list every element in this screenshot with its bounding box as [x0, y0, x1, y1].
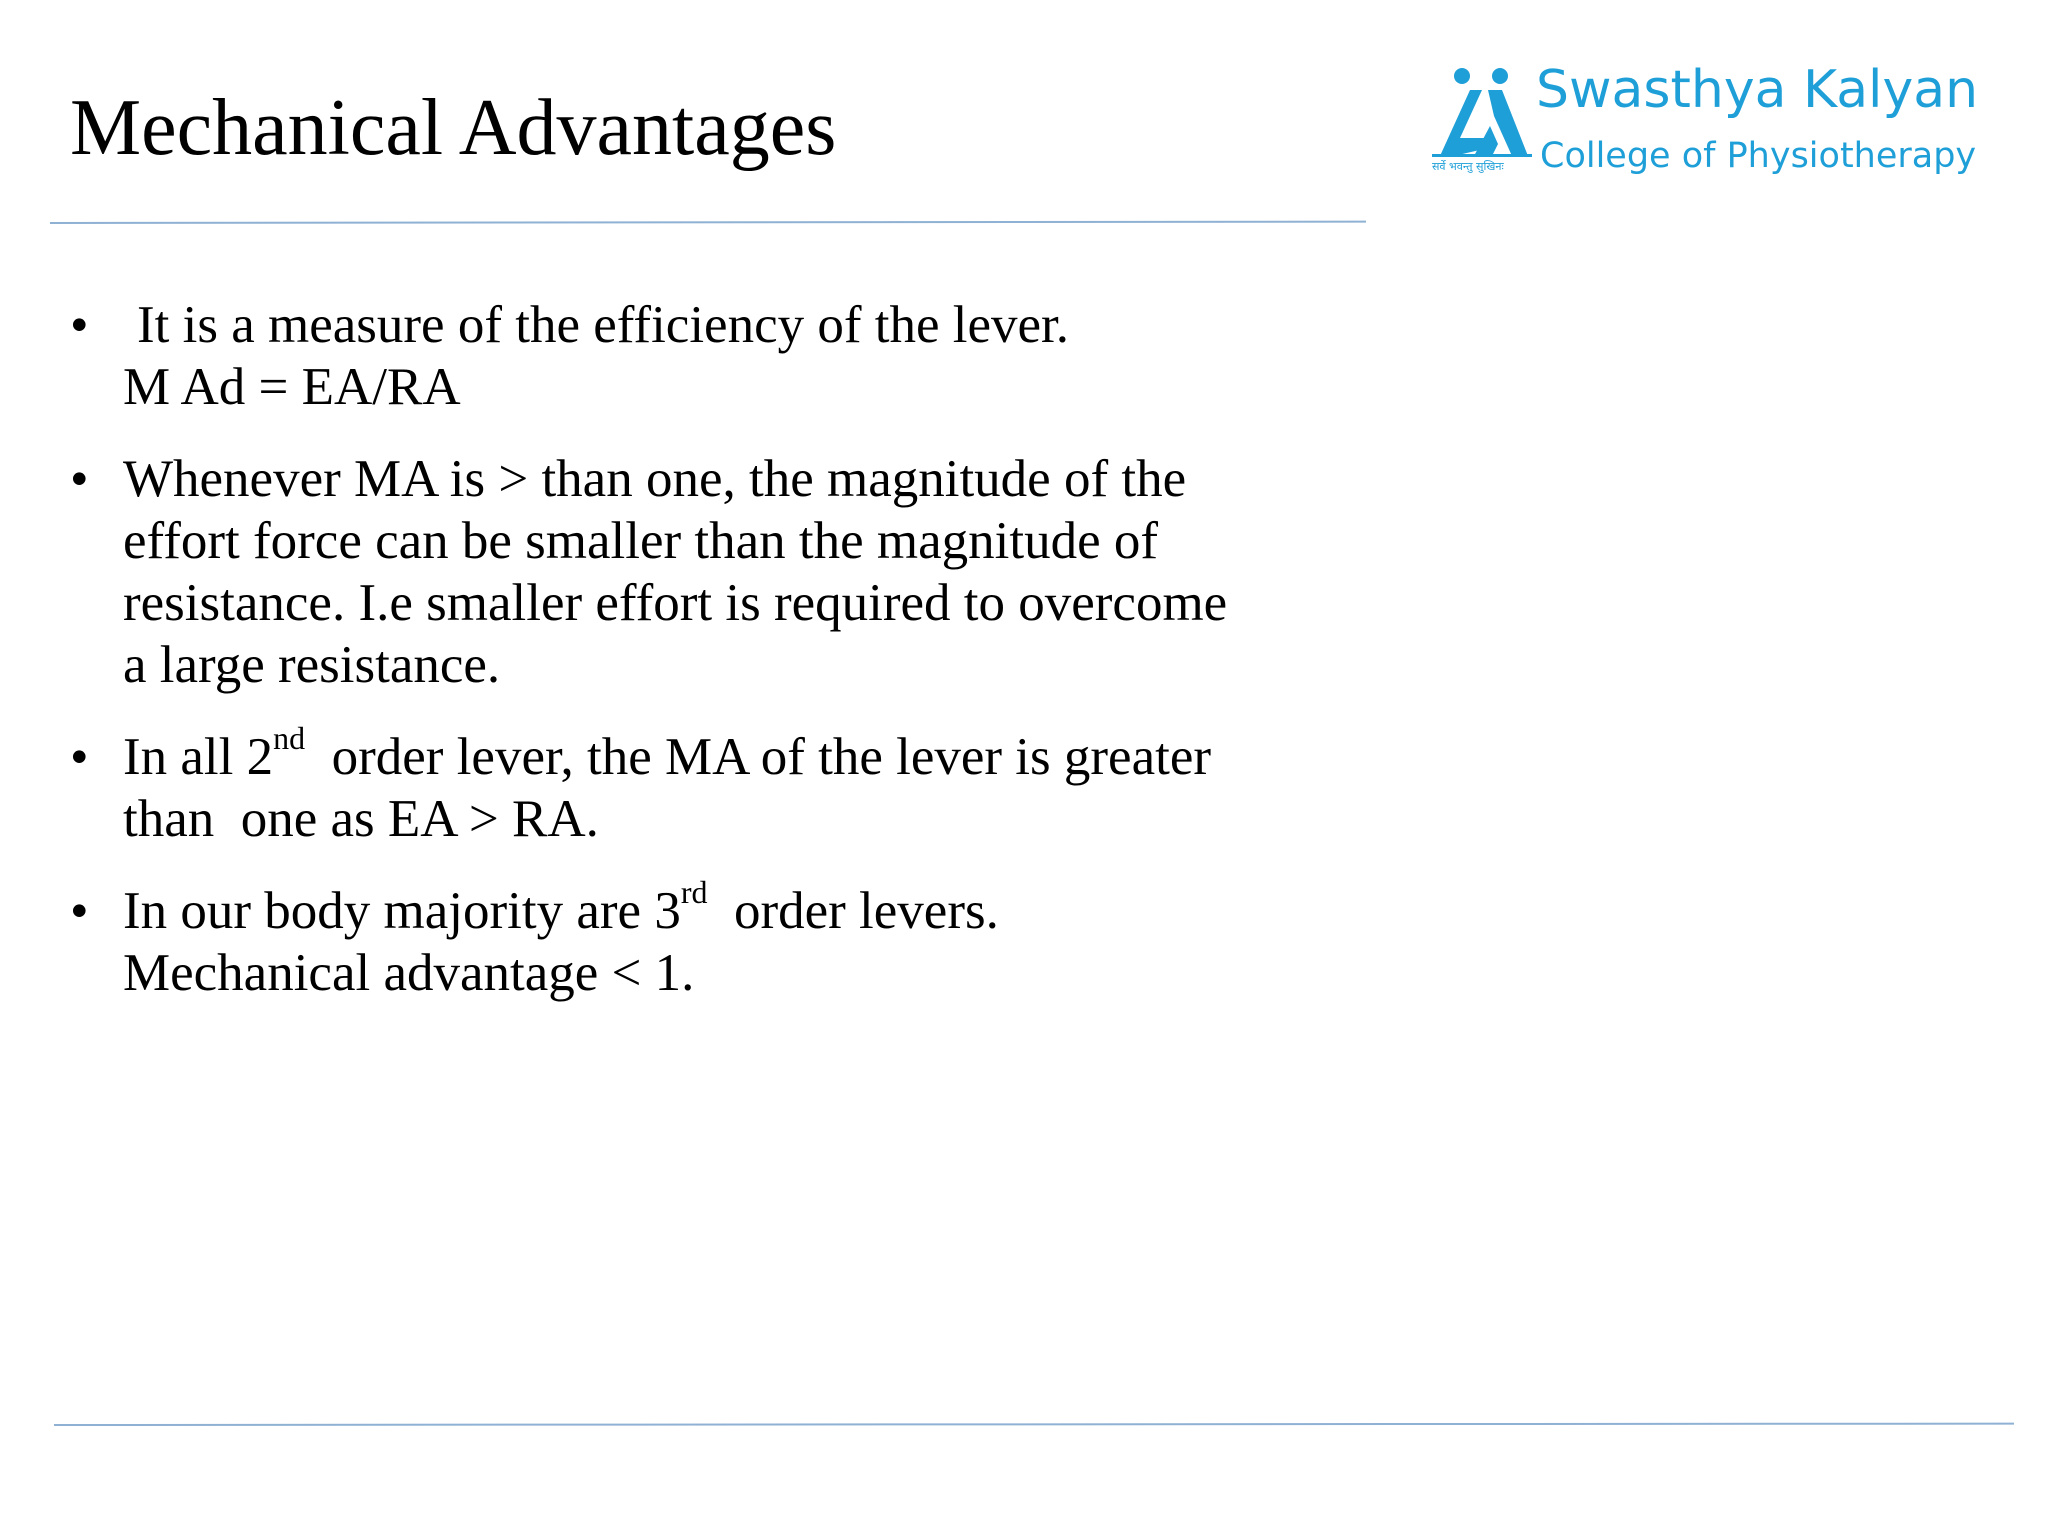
bullet-line: a large resistance.	[123, 636, 501, 694]
footer-divider	[54, 1423, 2014, 1426]
college-logo	[1432, 62, 2012, 192]
bullet-line	[123, 720, 1370, 788]
bullet-line: resistance. I.e smaller effort is required to overcome	[123, 574, 1228, 632]
bullet-line: than one as EA > RA.	[123, 790, 599, 848]
bullet-list	[70, 294, 1370, 1034]
bullet-icon: •	[70, 296, 89, 354]
bullet-icon: •	[70, 728, 89, 786]
bullet-line: It is a measure of the efficiency of the lever.	[137, 296, 1070, 354]
bullet-text: In our body majority are 3	[123, 882, 681, 940]
superscript: rd	[680, 874, 708, 911]
bullet-item	[70, 720, 1370, 850]
bullet-text: order levers.	[707, 882, 999, 940]
bullet-line: M Ad = EA/RA	[123, 358, 461, 416]
logo-tagline: सर्वे भवन्तु सुखिनः	[1432, 160, 1504, 173]
superscript: nd	[273, 720, 306, 757]
bullet-line: effort force can be smaller than the magnitude of	[123, 512, 1159, 570]
title-divider	[50, 221, 1366, 224]
bullet-item	[70, 294, 1370, 418]
two-figures-logo-icon	[1432, 66, 1532, 166]
logo-subtitle: College of Physiotherapy	[1540, 136, 1977, 176]
slide-title: Mechanical Advantages	[70, 84, 837, 172]
bullet-text: In all 2	[123, 728, 274, 786]
bullet-item	[70, 874, 1370, 1004]
logo-name: Swasthya Kalyan	[1536, 60, 1979, 120]
bullet-line: Mechanical advantage < 1.	[123, 944, 695, 1002]
bullet-line	[123, 874, 1370, 942]
bullet-item	[70, 448, 1370, 696]
bullet-icon: •	[70, 882, 89, 940]
bullet-icon: •	[70, 450, 89, 508]
bullet-text: order lever, the MA of the lever is greater	[305, 728, 1211, 786]
bullet-line: Whenever MA is > than one, the magnitude of the	[123, 450, 1187, 508]
